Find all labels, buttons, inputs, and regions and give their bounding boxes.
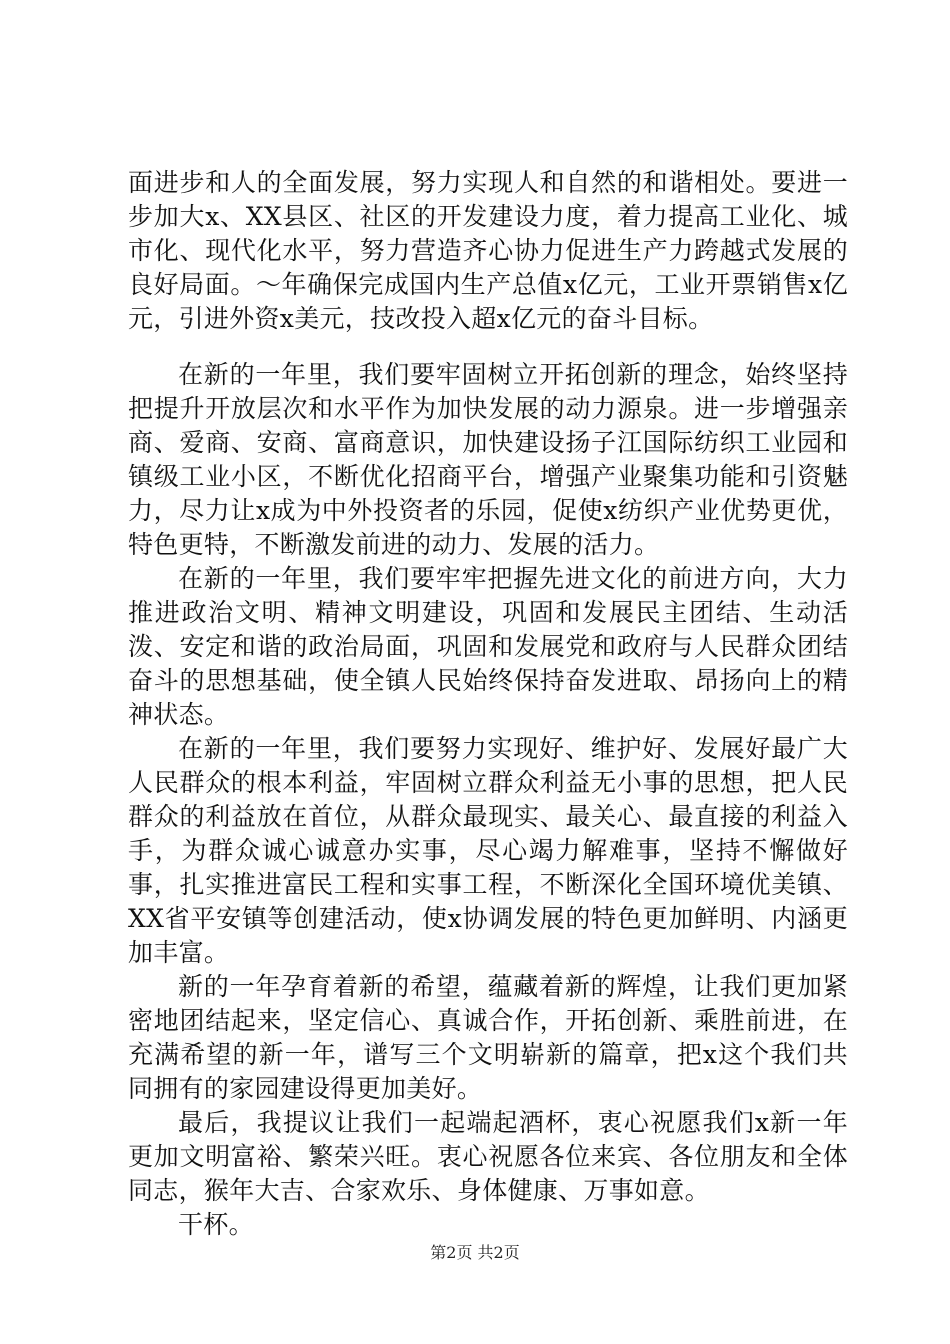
paragraph-toast: 最后，我提议让我们一起端起酒杯，衷心祝愿我们x新一年更加文明富裕、繁荣兴旺。衷心祝愿各位来宾、各位朋友和全体同志，猴年大吉、合家欢乐、身体健康、万事如意。	[128, 1108, 848, 1205]
paragraph-people-interest: 在新的一年里，我们要努力实现好、维护好、发展好最广大人民群众的根本利益，牢固树立群众利益无小事的思想，把人民群众的利益放在首位，从群众最现实、最关心、最直接的利益入手，为群众诚心诚意办实事，尽心竭力解难事，坚持不懈做好事，扎实推进富民工程和实事工程，不断深化全国环境优美镇、XX省平安镇等创建活动，使x协调发展的特色更加鲜明、内涵更加丰富。	[128, 734, 848, 967]
paragraph-innovation: 在新的一年里，我们要牢固树立开拓创新的理念，始终坚持把提升开放层次和水平作为加快发展的动力源泉。进一步增强亲商、爱商、安商、富商意识，加快建设扬子江国际纺织工业园和镇级工业小区，不断优化招商平台，增强产业聚集功能和引资魅力，尽力让x成为中外投资者的乐园，促使x纺织产业优势更优，特色更特，不断激发前进的动力、发展的活力。	[128, 360, 848, 559]
page-number-footer: 第2页 共2页	[430, 1243, 520, 1262]
paragraph-cheers: 干杯。	[178, 1210, 254, 1239]
paragraph-continued: 面进步和人的全面发展，努力实现人和自然的和谐相处。要进一步加大x、XX县区、社区的开发建设力度，着力提高工业化、城市化、现代化水平，努力营造齐心协力促进生产力跨越式发展的良好局面。～年确保完成国内生产总值x亿元，工业开票销售x亿元，引进外资x美元，技改投入超x亿元的奋斗目标。	[128, 168, 848, 333]
paragraph-new-year-hope: 新的一年孕育着新的希望，蕴藏着新的辉煌，让我们更加紧密地团结起来，坚定信心、真诚合作，开拓创新、乘胜前进，在充满希望的新一年，谱写三个文明崭新的篇章，把x这个我们共同拥有的家园建设得更加美好。	[128, 972, 848, 1103]
document-body	[128, 166, 848, 1242]
paragraph-culture: 在新的一年里，我们要牢牢把握先进文化的前进方向，大力推进政治文明、精神文明建设，巩固和发展民主团结、生动活泼、安定和谐的政治局面，巩固和发展党和政府与人民群众团结奋斗的思想基础，使全镇人民始终保持奋发进取、昂扬向上的精神状态。	[128, 564, 848, 729]
